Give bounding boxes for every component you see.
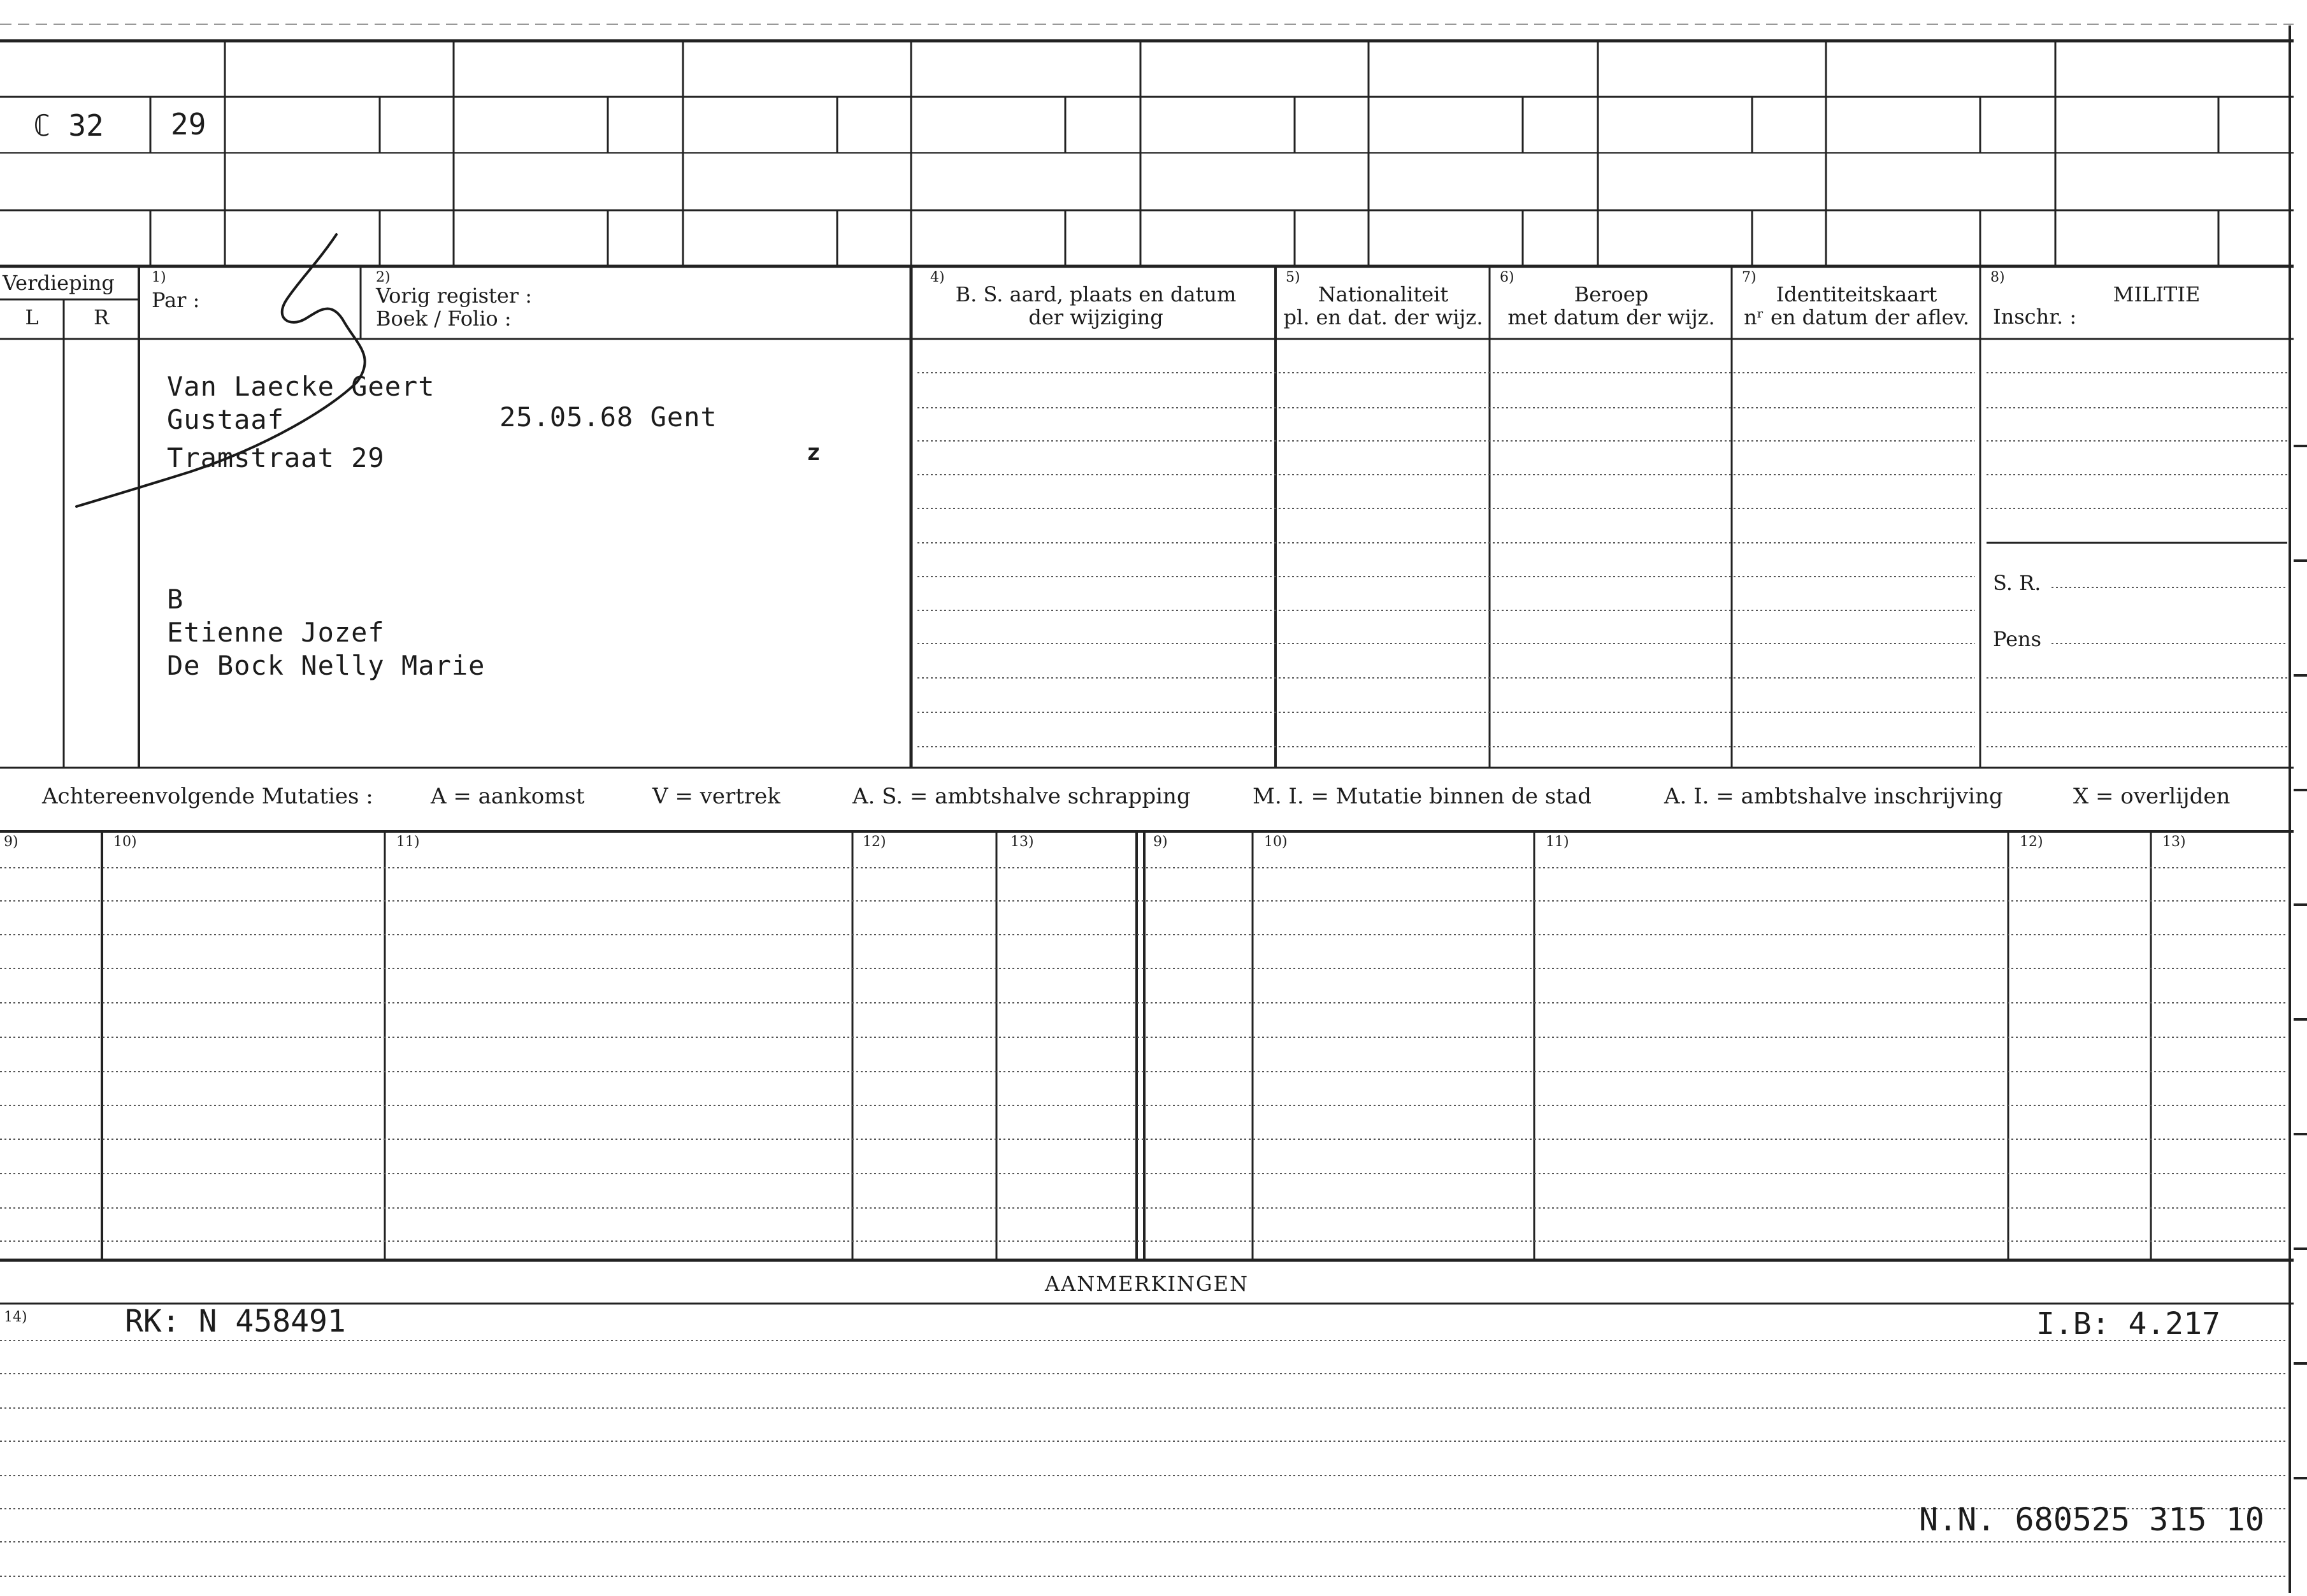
mut-col11-left: 11) <box>396 834 420 850</box>
militie-title: MILITIE <box>2113 282 2201 306</box>
col5-number: 5) <box>1286 270 1300 285</box>
rk-number: RK: N 458491 <box>125 1304 346 1339</box>
col7-number: 7) <box>1742 270 1757 285</box>
legend-ambtshalve-inschrijving: A. I. = ambtshalve inschrijving <box>1664 784 2003 809</box>
legend-aankomst: A = aankomst <box>431 784 585 809</box>
entry-first-name: Gustaaf <box>167 404 285 435</box>
floor-right-label: R <box>93 305 110 329</box>
col1-number: 1) <box>152 270 166 285</box>
legend-mutatie-binnen-stad: M. I. = Mutatie binnen de stad <box>1253 784 1592 809</box>
mut-col9-right: 9) <box>1153 834 1168 850</box>
mut-col11-right: 11) <box>1546 834 1569 850</box>
entry-surname-firstname: Van Laecke Geert <box>167 371 435 402</box>
mut-col9-left: 9) <box>4 834 18 850</box>
floor-left-label: L <box>25 305 39 329</box>
col4-title-line2: der wijziging <box>1028 305 1163 329</box>
col4-title-line1: B. S. aard, plaats en datum <box>955 282 1237 306</box>
militie-pens-label: Pens <box>1993 627 2042 651</box>
ib-number: I.B: 4.217 <box>2036 1306 2220 1342</box>
mut-col12-right: 12) <box>2020 834 2043 850</box>
mut-col10-left: 10) <box>113 834 137 850</box>
militie-sr-label: S. R. <box>1993 571 2041 595</box>
col7-title-line2: nʳ en datum der aflev. <box>1744 305 1969 329</box>
entry-address: Tramstraat 29 <box>167 442 385 473</box>
col2-number: 2) <box>376 270 391 285</box>
mut-col13-right: 13) <box>2162 834 2186 850</box>
militie-inschr-label: Inschr. : <box>1993 305 2077 329</box>
col7-title-line1: Identiteitskaart <box>1776 282 1937 306</box>
mut-col10-right: 10) <box>1264 834 1288 850</box>
aanmerkingen-title: AANMERKINGEN <box>1045 1272 1249 1296</box>
register-code: ℂ 32 <box>33 108 104 143</box>
mut-col12-left: 12) <box>863 834 886 850</box>
legend-ambtshalve-schrapping: A. S. = ambtshalve schrapping <box>852 784 1191 809</box>
entry-birth-date-place: 25.05.68 Gent <box>499 401 717 433</box>
aanmerkingen-number: 14) <box>4 1309 27 1325</box>
col6-title-line1: Beroep <box>1574 282 1649 306</box>
entry-b-letter: B <box>167 584 184 615</box>
mut-col13-left: 13) <box>1010 834 1034 850</box>
col6-number: 6) <box>1500 270 1514 285</box>
col5-title-line2: pl. en dat. der wijz. <box>1283 305 1483 329</box>
col2-boek-folio-label: Boek / Folio : <box>376 306 512 331</box>
entry-father-name: Etienne Jozef <box>167 617 385 648</box>
nn-national-number: N.N. 680525 315 10 <box>1919 1501 2264 1538</box>
col2-vorig-register-label: Vorig register : <box>376 284 533 308</box>
mutaties-label: Achtereenvolgende Mutaties : <box>42 784 373 809</box>
entry-marker: z <box>807 440 821 466</box>
register-number: 29 <box>171 107 206 141</box>
legend-overlijden: X = overlijden <box>2073 784 2231 809</box>
legend-vertrek: V = vertrek <box>652 784 780 809</box>
col8-number: 8) <box>1990 270 2005 285</box>
entry-mother-name: De Bock Nelly Marie <box>167 650 485 681</box>
col6-title-line2: met datum der wijz. <box>1507 305 1715 329</box>
col4-number: 4) <box>930 270 945 285</box>
col5-title-line1: Nationaliteit <box>1318 282 1449 306</box>
col1-par-label: Par : <box>152 288 200 312</box>
verdieping-label: Verdieping <box>3 271 115 295</box>
